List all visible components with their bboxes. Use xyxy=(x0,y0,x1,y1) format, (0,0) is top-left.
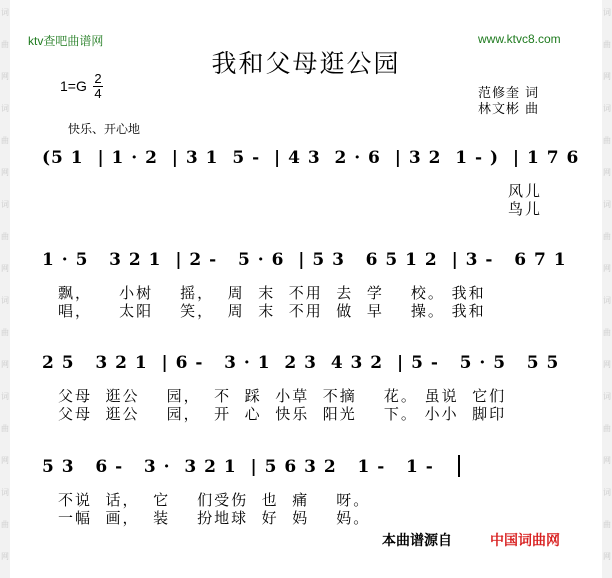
watermark-glyph: 曲 xyxy=(1,40,9,49)
watermark-glyph: 词 xyxy=(1,392,9,401)
watermark-glyph: 词 xyxy=(603,392,611,401)
watermark-glyph: 词 xyxy=(1,8,9,17)
lyric-row-2-verse-1: 飘， 小树 摇， 周 末 不用 去 学 校。 我和 xyxy=(58,284,486,302)
lyric-row-4-verse-1: 不说 话， 它 们受伤 也 痛 呀。 xyxy=(58,491,371,509)
watermark-glyph: 网 xyxy=(1,360,9,369)
time-signature xyxy=(93,72,103,101)
score-row-3: 2 5 3 2 1 | 6 - 3 · 1 2 3 4 3 2 | 5 - 5 · 5 5 5 xyxy=(42,353,560,373)
composer-credit: 林文彬 曲 xyxy=(478,102,540,117)
watermark-glyph: 词 xyxy=(603,104,611,113)
watermark-glyph: 网 xyxy=(603,552,611,561)
watermark-glyph: 曲 xyxy=(1,520,9,529)
score-row-2: 1 · 5 3 2 1 | 2 - 5 · 6 | 5 3 6 5 1 2 | 3 - 6 7 1 xyxy=(42,250,567,270)
lyric-row-1-verse-1: 风儿 xyxy=(508,182,543,200)
watermark-glyph: 词 xyxy=(1,488,9,497)
watermark-glyph: 网 xyxy=(1,72,9,81)
watermark-glyph: 网 xyxy=(1,264,9,273)
watermark-glyph: 词 xyxy=(603,200,611,209)
lyric-row-3-verse-2: 父母 逛公 园， 开 心 快乐 阳光 下。 小小 脚印 xyxy=(58,405,507,423)
source-label: 本曲谱源自 xyxy=(382,533,452,549)
watermark-glyph: 网 xyxy=(1,168,9,177)
watermark-glyph: 词 xyxy=(603,488,611,497)
watermark-glyph: 曲 xyxy=(603,232,611,241)
watermark-glyph: 曲 xyxy=(1,232,9,241)
watermark-glyph: 曲 xyxy=(603,328,611,337)
watermark-glyph: 曲 xyxy=(603,40,611,49)
site-url-right: www.ktvc8.com xyxy=(478,32,561,46)
lyric-row-1-verse-2: 鸟儿 xyxy=(508,200,543,218)
time-sig-top: 2 xyxy=(94,71,102,86)
left-watermark-strip xyxy=(0,0,10,578)
watermark-glyph: 网 xyxy=(603,456,611,465)
watermark-glyph: 网 xyxy=(603,72,611,81)
song-title: 我和父母逛公园 xyxy=(211,49,401,78)
watermark-glyph: 曲 xyxy=(1,328,9,337)
watermark-glyph: 曲 xyxy=(603,520,611,529)
watermark-glyph: 曲 xyxy=(603,136,611,145)
watermark-glyph: 网 xyxy=(603,360,611,369)
watermark-glyph: 词 xyxy=(1,296,9,305)
score-row-1: (5 1 | 1 · 2 | 3 1 5 - | 4 3 2 · 6 | 3 2 1 - ) | 1 7 6 xyxy=(42,148,580,168)
lyricist-credit: 范修奎 词 xyxy=(478,86,540,101)
tempo-marking: 快乐、开心地 xyxy=(68,122,141,136)
site-logo-left: ktv查吧曲谱网 xyxy=(28,34,104,48)
watermark-glyph: 词 xyxy=(603,296,611,305)
source-site-link[interactable]: 中国词曲网 xyxy=(490,533,560,549)
watermark-glyph: 曲 xyxy=(603,424,611,433)
watermark-glyph: 网 xyxy=(1,456,9,465)
key-signature: 1=G xyxy=(60,78,87,94)
watermark-glyph: 网 xyxy=(603,168,611,177)
watermark-glyph: 曲 xyxy=(1,136,9,145)
lyric-row-3-verse-1: 父母 逛公 园， 不 踩 小草 不摘 花。 虽说 它们 xyxy=(58,387,507,405)
watermark-glyph: 词 xyxy=(1,104,9,113)
right-watermark-strip xyxy=(602,0,612,578)
final-barline xyxy=(458,455,460,477)
watermark-glyph: 网 xyxy=(1,552,9,561)
lyric-row-4-verse-2: 一幅 画， 装 扮地球 好 妈 妈。 xyxy=(58,509,371,527)
watermark-glyph: 词 xyxy=(603,8,611,17)
lyric-row-2-verse-2: 唱， 太阳 笑， 周 末 不用 做 早 操。 我和 xyxy=(58,302,486,320)
watermark-glyph: 词 xyxy=(1,200,9,209)
watermark-glyph: 曲 xyxy=(1,424,9,433)
watermark-glyph: 网 xyxy=(603,264,611,273)
time-sig-bottom: 4 xyxy=(94,86,102,101)
score-row-4: 5 3 6 - 3 · 3 2 1 | 5 6 3 2 1 - 1 - xyxy=(42,457,434,477)
